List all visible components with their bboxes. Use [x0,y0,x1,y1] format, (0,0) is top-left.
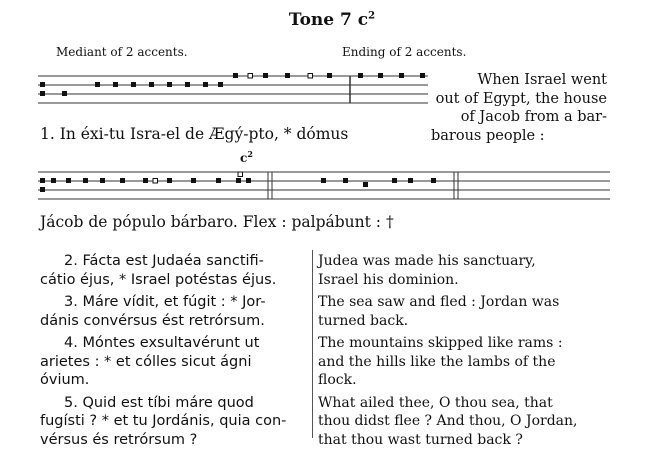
note [399,73,404,78]
chant-staff-2 [38,168,612,208]
note [233,73,238,78]
clef-mark [40,91,45,96]
note [66,178,71,183]
translation-4: The mountains skipped like rams : and the hills like the lambs of the flock. [318,335,563,388]
english-translations [318,252,608,449]
verse-2: 2. Fácta est Judaéa sanctifi- cátio éjus, * Israel potéstas éjus. [40,253,277,288]
note-hollow [308,74,313,79]
note [392,178,397,183]
translation-2: Judea was made his sanctuary, Israel his dominion. [318,253,536,288]
note [62,91,67,96]
note [431,178,436,183]
clef-mark [40,187,45,192]
chant-lyric-1: 1. In éxi-tu Isra-el de Ægý-pto, * dómus [40,125,349,143]
column-divider [312,250,313,438]
clef-mark [40,178,45,183]
note [100,178,105,183]
note [191,178,196,183]
note [131,82,136,87]
mediant-label: Mediant of 2 accents. [56,45,188,59]
verse-5: 5. Quid est tíbi máre quod fugísti ? * et tu Jordánis, quia con- vérsus és retrórsum ? [40,394,287,448]
note [149,82,154,87]
note [120,178,125,183]
latin-verses [40,252,308,449]
note [95,82,100,87]
note-hollow [153,179,158,184]
note [321,178,326,183]
note [420,73,425,78]
note [167,178,172,183]
note [363,182,368,187]
ending-label: Ending of 2 accents. [342,45,467,59]
chant-lyric-2: Jácob de pópulo bárbaro. Flex : palpábunt : † [40,213,394,231]
note-hollow [248,74,253,79]
verse-3: 3. Máre vídit, et fúgit : * Jor- dánis convérsus ést retrórsum. [40,294,266,329]
note-hollow [238,172,243,177]
note [83,178,88,183]
note [218,82,223,87]
note [203,82,208,87]
note [408,178,413,183]
note [285,73,290,78]
note [246,178,251,183]
chant-staff-1 [38,72,430,112]
clef-mark [40,82,45,87]
clef-label: $c^2$ [240,149,253,165]
translation-intro: When Israel went out of Egypt, the house of Jacob from a bar- barous people : [431,72,607,144]
title-superscript: 2 [368,10,376,22]
note [51,178,56,183]
verse-4: 4. Móntes exsultavérunt ut arietes : * et cólles sicut ágni óvium. [40,335,260,388]
note [185,82,190,87]
note [143,178,148,183]
note [167,82,172,87]
note [263,73,268,78]
note [236,178,241,183]
translation-3: The sea saw and fled : Jordan was turned back. [318,294,560,329]
page-title: Tone 7 $c^2$ [288,10,376,30]
note [113,82,118,87]
note [358,73,363,78]
note [327,73,332,78]
note [378,73,383,78]
translation-5: What ailed thee, O thou sea, that thou didst flee ? And thou, O Jordan, that thou wast turned back ? [318,394,578,448]
note [343,178,348,183]
note [216,178,221,183]
